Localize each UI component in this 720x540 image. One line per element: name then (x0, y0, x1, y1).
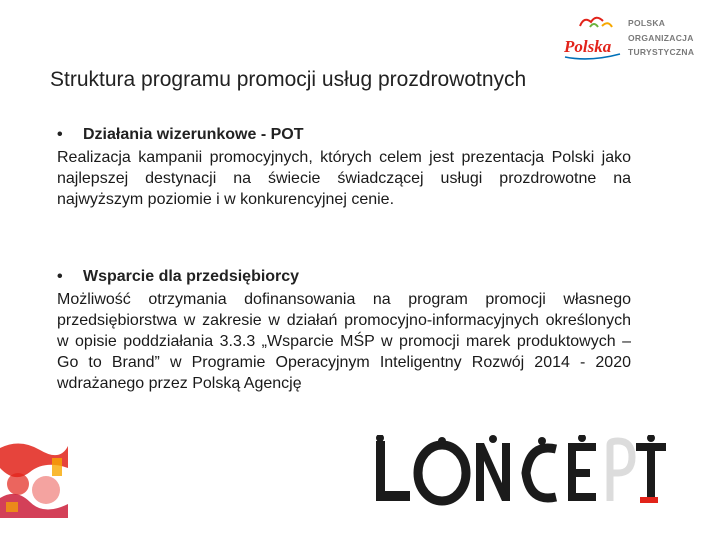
section-entrepreneur-support (57, 266, 631, 394)
logo-line: ORGANIZACJA (628, 32, 694, 43)
decorative-collage-image (0, 438, 68, 518)
section-body: Możliwość otrzymania dofinansowania na program promocji własnego przedsiębiorstwa w zakresie w działań promocyjno-informacyjnych określonych w opisie poddziałania 3.3.3 „Wsparcie MŚP w promocji marek produktowych – Go to Brand” w Programie Operacyjnym Inteligentny Rozwój 2014 - 2020 wdrażanego przez Polską Agencję (57, 291, 631, 392)
bullet-icon: • (57, 268, 63, 285)
section-heading-text: Działania wizerunkowe - POT (83, 126, 304, 143)
section-heading (57, 266, 631, 287)
photo-word: KONCEPT (518, 506, 523, 507)
koncept-people-photo (370, 435, 666, 507)
logo-line: TURYSTYCZNA (628, 47, 695, 57)
logo-line: POLSKA (628, 18, 666, 28)
pot-logo (560, 12, 710, 62)
section-image-activities (57, 124, 631, 210)
bullet-icon: • (57, 126, 63, 143)
photo-accent (640, 497, 658, 503)
polska-logo-icon (560, 12, 626, 62)
section-heading-text: Wsparcie dla przedsiębiorcy (83, 268, 300, 285)
slide-title: Struktura programu promocji usług prozdrowotnych (50, 68, 527, 91)
logo-word: Polska (564, 37, 612, 56)
section-heading (57, 124, 631, 145)
section-body: Realizacja kampanii promocyjnych, których celem jest prezentacja Polski jako najlepszej destynacji na świecie świadczącej usługi prozdrowotne na najwyższym poziomie i w konkurencyjnej cenie. (57, 149, 631, 208)
logo-organization-name (628, 16, 694, 60)
